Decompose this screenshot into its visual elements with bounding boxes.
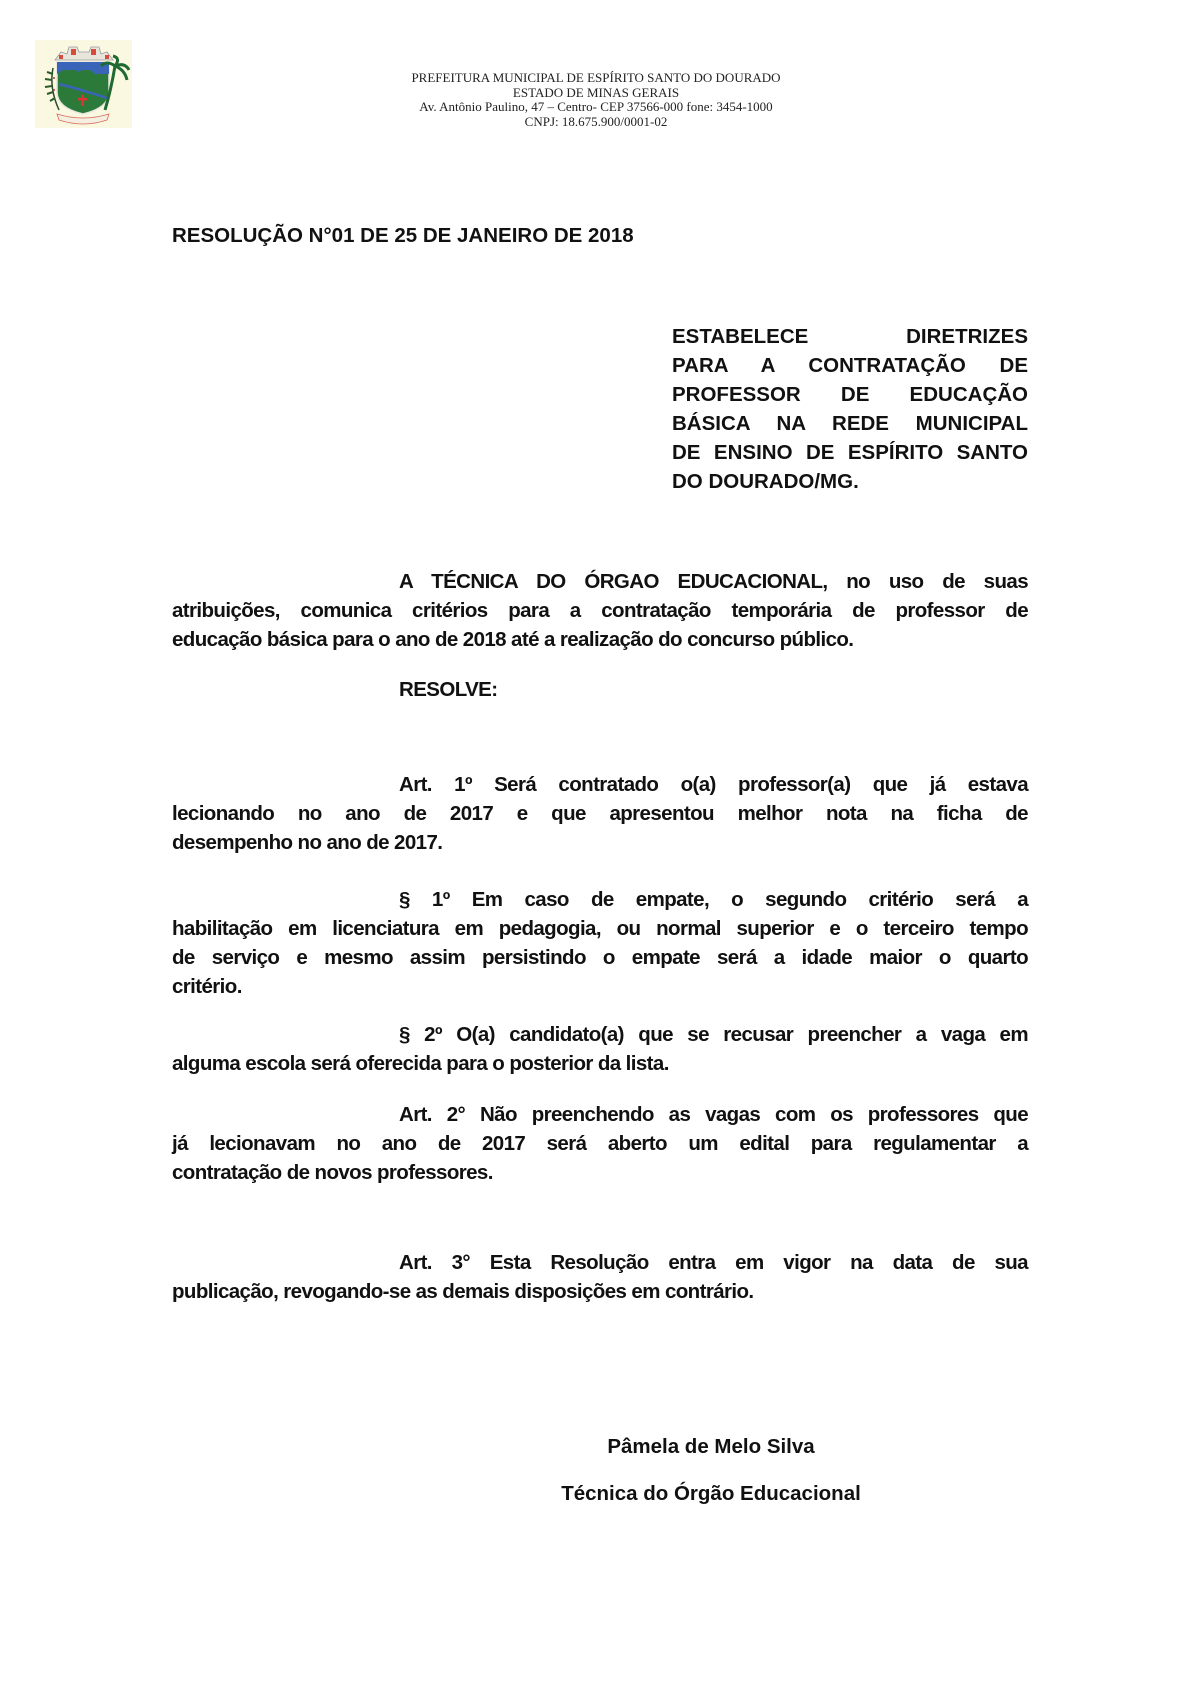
article-2 xyxy=(172,1100,1028,1187)
paragraph-line: já lecionavam no ano de 2017 será aberto um edital para regulamentar a xyxy=(172,1132,1028,1155)
paragraph-line: desempenho no ano de 2017. xyxy=(172,831,443,854)
paragraph-line: de serviço e mesmo assim persistindo o empate será a idade maior o quarto xyxy=(172,946,1028,969)
ementa-line: PARA A CONTRATAÇÃO DE xyxy=(672,354,1028,377)
preamble-paragraph xyxy=(172,567,1028,654)
paragraph-line: atribuições, comunica critérios para a contratação temporária de professor de xyxy=(172,599,1028,622)
signatory-role: Técnica do Órgão Educacional xyxy=(561,1482,861,1505)
ementa xyxy=(672,322,1028,496)
paragraph-line: habilitação em licenciatura em pedagogia, ou normal superior e o terceiro tempo xyxy=(172,917,1028,940)
paragraph-line: Art. 1º Será contratado o(a) professor(a) que já estava xyxy=(399,773,1028,796)
paragraph-line: Art. 2° Não preenchendo as vagas com os professores que xyxy=(399,1103,1028,1126)
paragraph-line: § 1º Em caso de empate, o segundo critério será a xyxy=(399,888,1028,911)
paragraph-line: § 2º O(a) candidato(a) que se recusar preencher a vaga em xyxy=(399,1023,1028,1046)
paragraph-line: publicação, revogando-se as demais disposições em contrário. xyxy=(172,1280,754,1303)
ementa-line: DE ENSINO DE ESPÍRITO SANTO xyxy=(672,441,1028,464)
ementa-line: PROFESSOR DE EDUCAÇÃO xyxy=(672,383,1028,406)
paragraph-line: educação básica para o ano de 2018 até a realização do concurso público. xyxy=(172,628,854,651)
ementa-line: BÁSICA NA REDE MUNICIPAL xyxy=(672,412,1028,435)
paragraph-line: alguma escola será oferecida para o posterior da lista. xyxy=(172,1052,669,1075)
letterhead-line-4: CNPJ: 18.675.900/0001-02 xyxy=(524,113,668,129)
paragraph-line: contratação de novos professores. xyxy=(172,1161,493,1184)
paragraph-2 xyxy=(172,1020,1028,1078)
letterhead-line-2: ESTADO DE MINAS GERAIS xyxy=(512,84,680,100)
municipal-coat-of-arms-icon xyxy=(35,40,132,128)
letterhead xyxy=(340,71,852,129)
resolve-heading: RESOLVE: xyxy=(399,678,498,701)
article-1 xyxy=(172,770,1028,857)
paragraph-1 xyxy=(172,885,1028,1001)
paragraph-line: lecionando no ano de 2017 e que apresentou melhor nota na ficha de xyxy=(172,802,1028,825)
letterhead-line-1: PREFEITURA MUNICIPAL DE ESPÍRITO SANTO DO DOURADO xyxy=(411,70,781,85)
signatory-name: Pâmela de Melo Silva xyxy=(607,1435,815,1458)
ementa-line: ESTABELECE DIRETRIZES xyxy=(672,325,1028,348)
paragraph-line: Art. 3° Esta Resolução entra em vigor na data de sua xyxy=(399,1251,1028,1274)
paragraph-line: critério. xyxy=(172,975,242,998)
ementa-line: DO DOURADO/MG. xyxy=(672,470,859,493)
article-3 xyxy=(172,1248,1028,1306)
paragraph-line: A TÉCNICA DO ÓRGAO EDUCACIONAL, no uso de suas xyxy=(399,570,1028,593)
document-title: RESOLUÇÃO N°01 DE 25 DE JANEIRO DE 2018 xyxy=(172,224,634,247)
letterhead-line-3: Av. Antônio Paulino, 47 – Centro- CEP 37566-000 fone: 3454-1000 xyxy=(419,99,773,114)
